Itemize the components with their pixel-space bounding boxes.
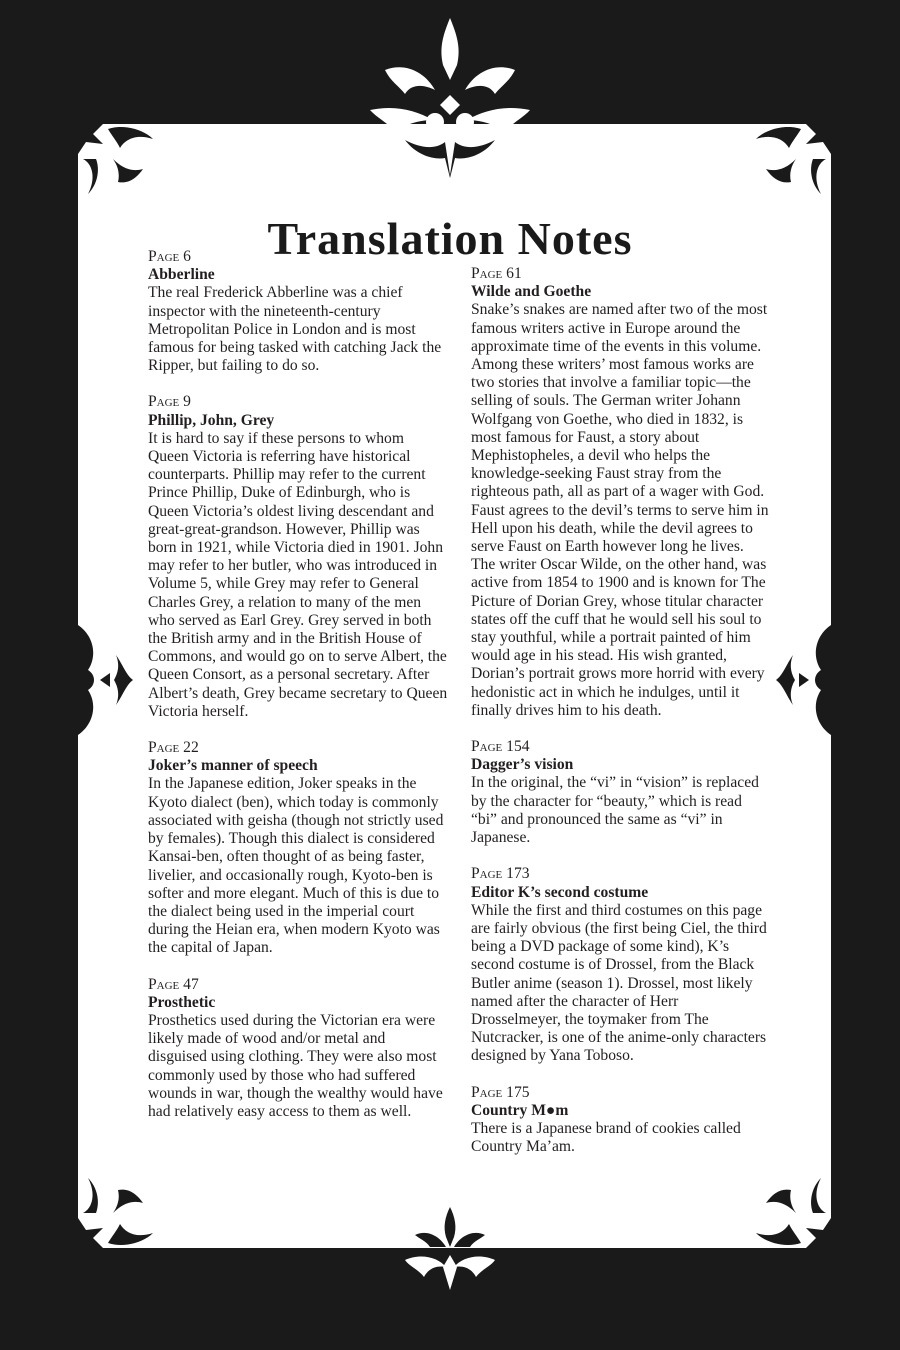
page-title: Translation Notes <box>267 212 633 264</box>
note-page-label: Page 61 <box>471 265 522 282</box>
note-heading: Prosthetic <box>148 993 216 1011</box>
note-body: In the Japanese edition, Joker speaks in the Kyoto dialect (ben), which today is commonly associated with geisha (though not strictly used by females). Though this dialect is considered Kansai-ben, often thought of as being faster, livelier, and occasionally rough, Kyoto-ben is softer and more elegant. Much of this is due to the dialect being used in the imperial court during the Heian era, when modern Kyoto was the capital of Japan. <box>148 775 444 957</box>
note-page-label: Page 154 <box>471 738 530 756</box>
corner-bottom-left-ornament-icon <box>78 1168 168 1248</box>
note-heading: Wilde and Goethe <box>471 283 592 301</box>
note-page-label: Page 22 <box>148 739 199 757</box>
note-page-label: Page 9 <box>148 393 191 411</box>
note-heading: Joker’s manner of speech <box>148 757 318 775</box>
note-body: While the first and third costumes on this page are fairly obvious (the first being Ciel, the third being a DVD package of some kind), K’s second costume is of Drossel, from the Black Butler anime (season 1). Drossel, most likely named after the character of Herr Drosselmeyer, the toymaker from The Nutcracker, is one of the anime-only characters designed by Yana Toboso. <box>471 901 767 1065</box>
note-page-9 <box>148 393 448 721</box>
note-body: In the original, the “vi” in “vision” is replaced by the character for “beauty,” which is read “bi” and pronounced the same as “vi” in Japanese. <box>471 774 759 847</box>
corner-top-left-ornament-icon <box>78 124 168 204</box>
side-right-ornament-icon <box>771 625 831 735</box>
note-page-154 <box>471 738 771 847</box>
note-body: The real Frederick Abberline was a chief inspector with the nineteenth-century Metropolitan Police in London and is most famous for being tasked with catching Jack the Ripper, but failing to do so. <box>148 284 442 375</box>
note-page-173 <box>471 865 771 1065</box>
note-body: Prosthetics used during the Victorian era were likely made of wood and/or metal and disguised using clothing. They were also most commonly used by those who had suffered wounds in war, though the wealthy would have had relatively easy access to them as well. <box>148 1011 443 1120</box>
note-page-label: Page 173 <box>471 865 530 883</box>
note-page-22 <box>148 739 448 957</box>
fleur-bottom-ornament-icon <box>400 1205 500 1295</box>
fleur-top-ornament-icon <box>365 10 535 180</box>
note-heading: Dagger’s vision <box>471 756 574 774</box>
note-page-label: Page 47 <box>148 975 199 993</box>
note-page-175 <box>471 1084 771 1157</box>
note-heading: Phillip, John, Grey <box>148 411 275 429</box>
corner-bottom-right-ornament-icon <box>741 1168 831 1248</box>
note-page-label: Page 6 <box>148 248 191 265</box>
note-body: There is a Japanese brand of cookies called Country Ma’am. <box>471 1119 741 1156</box>
note-page-label: Page 175 <box>471 1083 530 1101</box>
note-heading: Country M●m <box>471 1101 569 1119</box>
note-page-47 <box>148 976 448 1122</box>
note-page-6 <box>148 248 448 375</box>
left-column <box>148 248 448 1139</box>
note-body: It is hard to say if these persons to whom Queen Victoria is referring have historical counterparts. Phillip may refer to the current Prince Phillip, Duke of Edinburgh, who is Queen Victoria’s oldest living descendant and great-great-grandson. However, Phillip was born in 1921, while Victoria died in 1901. John may refer to her butler, who was introduced in Volume 5, while Grey may refer to General Charles Grey, a relation to many of the men who served as Earl Grey. Grey served in both the British army and in the British House of Commons, and would go on to serve Albert, the Queen Consort, as a personal secretary. After Albert’s death, Grey became secretary to Queen Victoria herself. <box>148 429 448 720</box>
side-left-ornament-icon <box>78 625 138 735</box>
note-body: Snake’s snakes are named after two of the most famous writers active in Europe around the approximate time of the events in this volume. Among these writers’ most famous works are two stories that involve a familiar topic—the selling of souls. The German writer Johann Wolfgang von Goethe, who died in 1832, is most famous for Faust, a story about Mephistopheles, a devil who helps the knowledge-seeking Faust stray from the righteous path, all as part of a wager with God. Faust agrees to the devil’s terms to serve him in Hell upon his death, while the devil agrees to serve Faust on Earth however long he lives. The writer Oscar Wilde, on the other hand, was active from 1854 to 1900 and is known for The Picture of Dorian Grey, whose titular character states off the cuff that he would sell his soul to stay youthful, while a portrait painted of him would age in his stead. His wish granted, Dorian’s portrait grows more horrid with every hedonistic act in which he indulges, until it finally drives him to his death. <box>471 301 769 719</box>
right-column <box>471 265 771 1174</box>
note-page-61 <box>471 265 771 720</box>
note-heading: Editor K’s second costume <box>471 883 649 901</box>
note-heading: Abberline <box>148 266 215 284</box>
corner-top-right-ornament-icon <box>741 124 831 204</box>
